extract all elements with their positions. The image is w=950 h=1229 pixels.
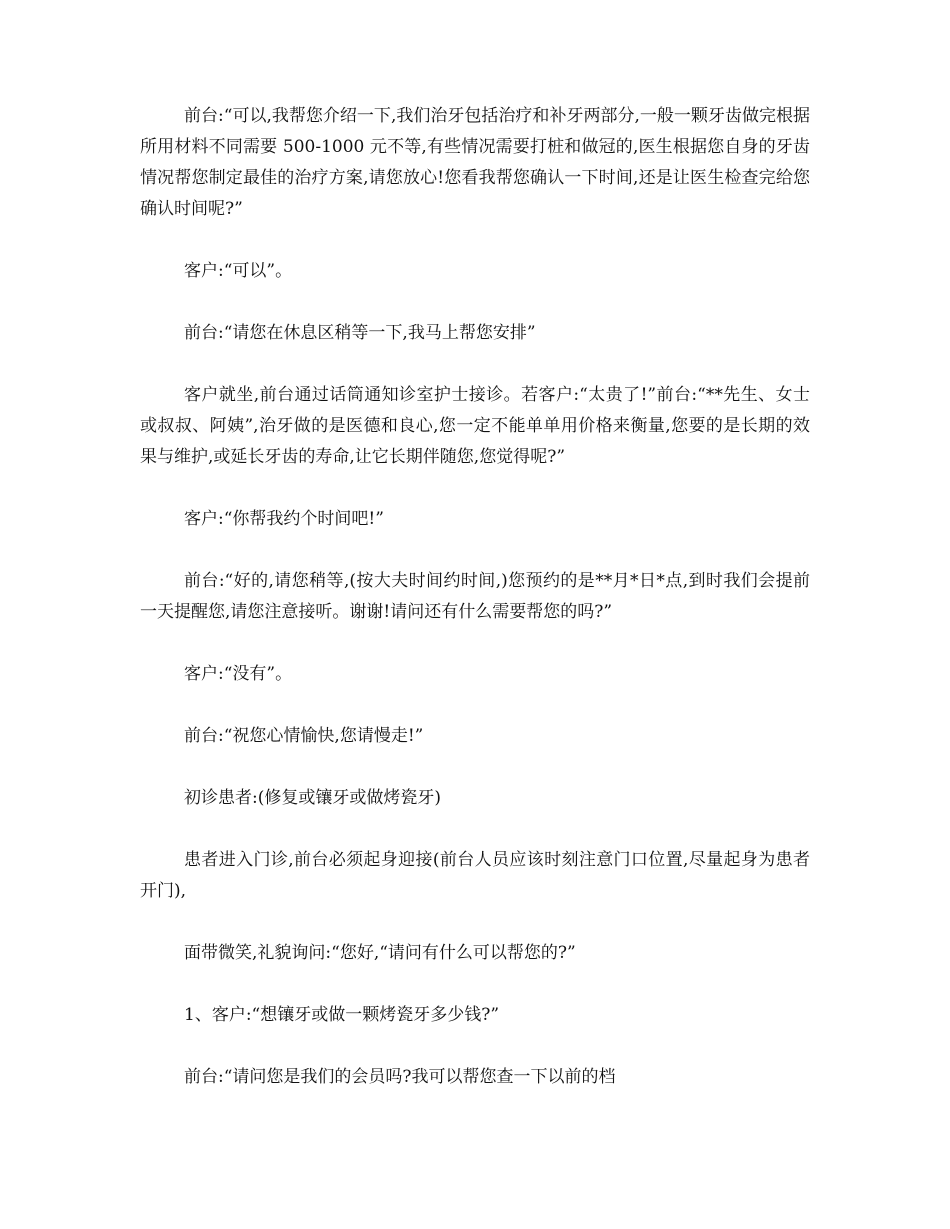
- paragraph-13: 前台:“请问您是我们的会员吗?我可以帮您查一下以前的档: [184, 1067, 616, 1087]
- paragraph-12: 1、客户:“想镶牙或做一颗烤瓷牙多少钱?”: [184, 1005, 500, 1025]
- paragraph-6: 前台:“好的,请您稍等,(按大夫时间约时间,)您预约的是**月*日*点,到时我们会提前一天提醒您,请您注意接听。谢谢!请问还有什么需要帮您的吗?”: [140, 571, 810, 622]
- paragraph-3: 前台:“请您在休息区稍等一下,我马上帮您安排”: [184, 323, 536, 343]
- paragraph-1: 前台:“可以,我帮您介绍一下,我们治牙包括治疗和补牙两部分,一般一颗牙齿做完根据所用材料不同需要 500-1000 元不等,有些情况需要打桩和做冠的,医生根据您自身的牙齿情况帮您制定最佳的治疗方案,请您放心!您看我帮您确认一下时间,还是让医生检查完给您确认时间呢?”: [140, 106, 810, 219]
- paragraph-8: 前台:“祝您心情愉快,您请慢走!”: [184, 726, 424, 746]
- paragraph-7: 客户:“没有”。: [184, 664, 293, 684]
- paragraph-2: 客户:“可以”。: [184, 261, 293, 281]
- paragraph-9: 初诊患者:(修复或镶牙或做烤瓷牙): [184, 788, 441, 808]
- document-body: [140, 101, 810, 1093]
- paragraph-5: 客户:“你帮我约个时间吧!”: [184, 509, 384, 529]
- paragraph-4: 客户就坐,前台通过话筒通知诊室护士接诊。若客户:“太贵了!”前台:“**先生、女士或叔叔、阿姨”,治牙做的是医德和良心,您一定不能单单用价格来衡量,您要的是长期的效果与维护,或延长牙齿的寿命,让它长期伴随您,您觉得呢?”: [140, 385, 810, 467]
- paragraph-11: 面带微笑,礼貌询问:“您好,“请问有什么可以帮您的?”: [184, 943, 576, 963]
- paragraph-10: 患者进入门诊,前台必须起身迎接(前台人员应该时刻注意门口位置,尽量起身为患者开门),: [140, 850, 810, 901]
